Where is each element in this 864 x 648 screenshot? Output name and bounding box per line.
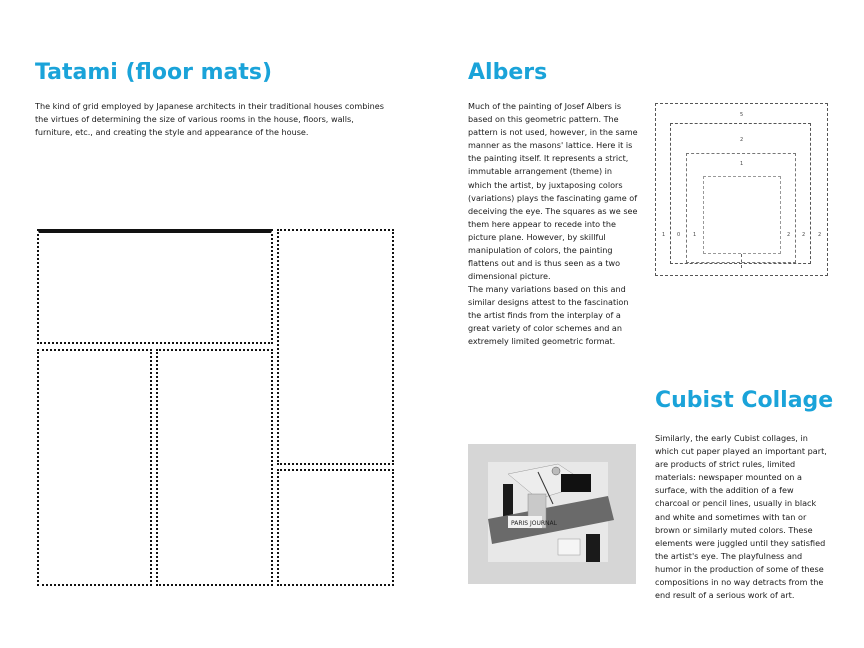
albers-label-top3: 1	[740, 161, 744, 167]
tatami-mat-bottom-middle	[156, 349, 273, 586]
albers-label-top1: 5	[740, 112, 744, 118]
tatami-heading: Tatami (floor mats)	[35, 60, 273, 85]
tatami-mat-bottom-left	[37, 349, 152, 586]
albers-label-left1: 1	[662, 232, 666, 238]
albers-label-right1: 2	[787, 232, 791, 238]
cubist-collage-image	[468, 444, 636, 584]
tatami-mat-bottom-right	[277, 469, 394, 586]
tatami-mat-top-left	[37, 229, 273, 344]
cubist-body: Similarly, the early Cubist collages, in which cut paper played an important part, are products of strict rules, limited materials: newspaper mounted on a surface, with the addition of a few charcoal or pencil lines, usually in black and white and sometimes with tan or brown or similarly muted colors. These elements were juggled until they satisfied the artist's eye. The playfulness and humor in the production of some of these compositions in no way detracts from the end result of a serious work of art.	[655, 433, 827, 601]
albers-paragraph-2: The many variations based on this and similar designs attest to the fascination the artist finds from the interplay of a great variety of color schemes and an extremely limited geometric format.	[468, 284, 629, 347]
albers-square-inner	[703, 176, 781, 254]
collage-artwork	[468, 444, 636, 584]
albers-label-top2: 2	[740, 137, 744, 143]
albers-paragraph-1: Much of the painting of Josef Albers is based on this geometric pattern. The pattern is not used, however, in the same manner as the masons' lattice. Here it is the painting itself. It represents a strict, immutable arrangement (theme) in which the artist, by juxtaposing colors (variations) plays the fascinating game of deceiving the eye. The squares as we see them here appear to recede into the picture plane. However, by skillful manipulation of colors, the painting flattens out and is thus seen as a two dimensional picture.	[468, 101, 638, 282]
albers-label-left3: 1	[693, 232, 697, 238]
albers-heading: Albers	[468, 60, 548, 85]
cubist-heading: Cubist Collage	[655, 388, 834, 413]
tatami-mat-right-tall	[277, 229, 394, 465]
albers-label-right3: 2	[818, 232, 822, 238]
collage-newspaper-text: PARIS JOURNAL	[511, 520, 557, 527]
tatami-body: The kind of grid employed by Japanese architects in their traditional houses combines the virtues of determining the size of various rooms in the house, floors, walls, furniture, etc., and creating the style and appearance of the house.	[35, 101, 384, 138]
albers-label-right2: 2	[802, 232, 806, 238]
albers-center-tick	[741, 254, 743, 268]
albers-label-left2: 0	[677, 232, 681, 238]
